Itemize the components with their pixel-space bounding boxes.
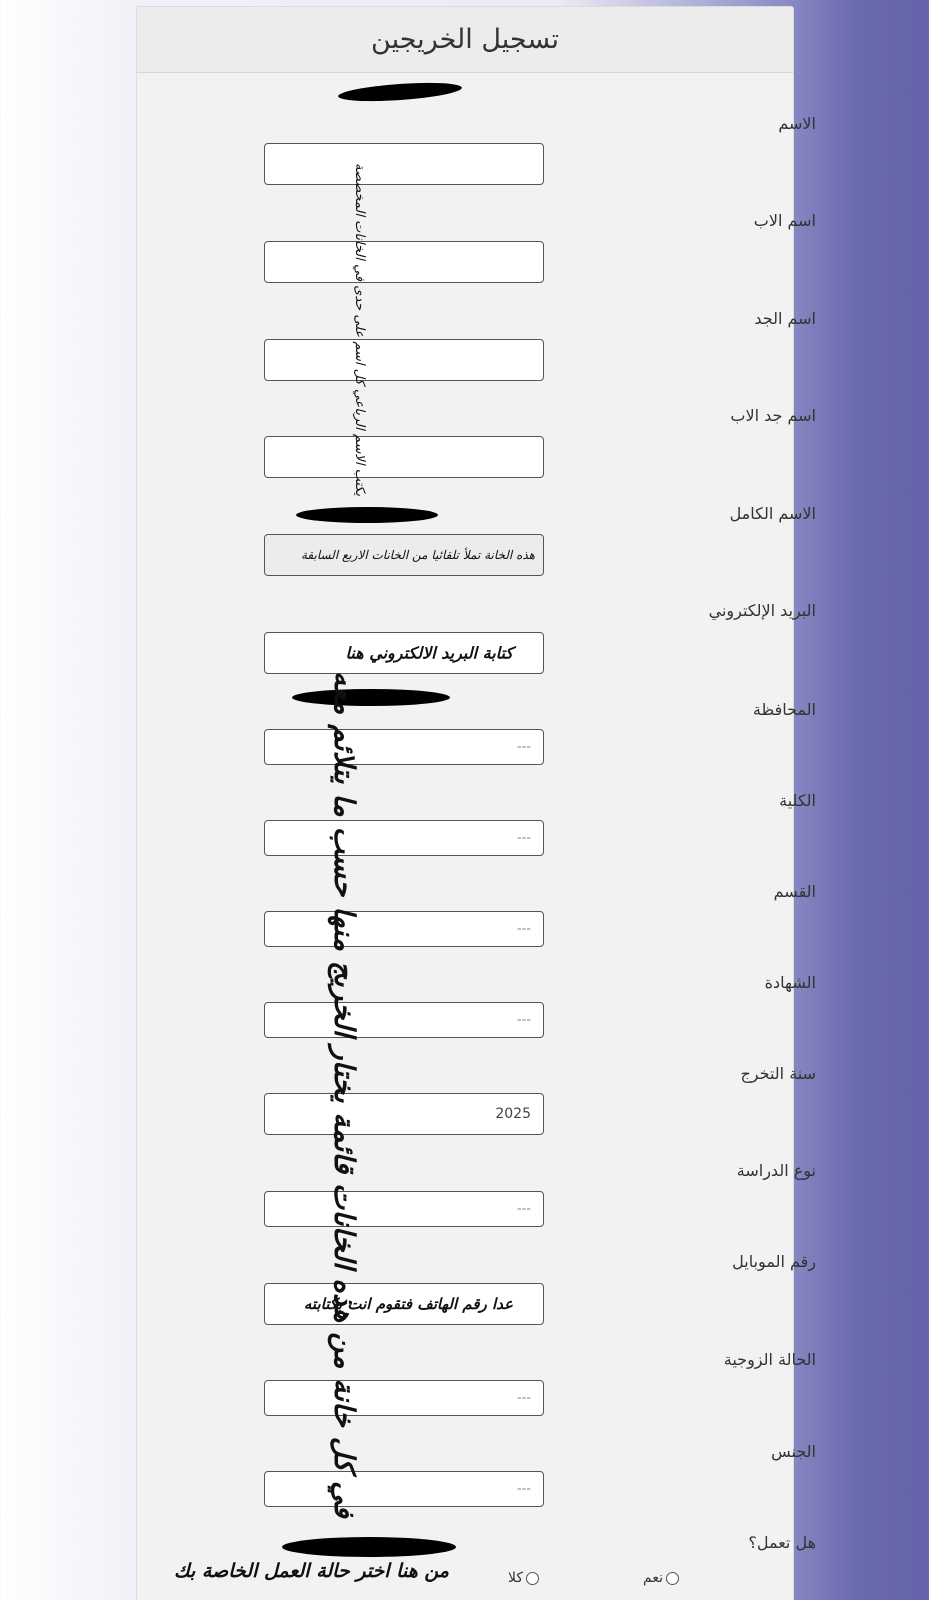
employed-label: هل تعمل؟ [748, 1533, 816, 1552]
full-name-label: الاسم الكامل [729, 504, 816, 523]
employed-yes-radio[interactable] [666, 1572, 679, 1585]
employed-yes-label: نعم [643, 1570, 663, 1586]
grandfather-name-input[interactable] [264, 339, 544, 381]
father-name-label: اسم الاب [753, 211, 816, 230]
work-instruction-note: من هنا اختر حالة العمل الخاصة بك [174, 1560, 449, 1582]
gender-select[interactable] [264, 1471, 544, 1507]
great-grandfather-name-input[interactable] [264, 436, 544, 478]
department-value: --- [516, 921, 531, 937]
email-note: كتابة البريد الالكتروني هنا [345, 643, 513, 663]
graduation-year-input[interactable] [264, 1093, 544, 1135]
study-type-label: نوع الدراسة [736, 1161, 816, 1180]
father-name-input[interactable] [264, 241, 544, 283]
select-instruction-note: في كل خانة من هذه الخانات قائمة يختار الخريج منها حسب ما يتلائم معه [328, 671, 361, 1518]
grandfather-name-label: اسم الجد [754, 309, 816, 328]
mobile-note: عدا رقم الهاتف فتقوم انت بكتابته [303, 1295, 513, 1313]
first-name-input[interactable] [264, 143, 544, 185]
email-input[interactable] [264, 632, 544, 674]
ink-stroke-2 [296, 507, 438, 523]
governorate-select[interactable] [264, 729, 544, 765]
ink-stroke-4 [282, 1537, 456, 1557]
mobile-label: رقم الموبايل [732, 1252, 816, 1271]
great-grandfather-name-label: اسم جد الاب [730, 406, 816, 425]
employed-no-option[interactable] [508, 1570, 539, 1586]
certificate-select[interactable] [264, 1002, 544, 1038]
marital-status-value: --- [516, 1390, 531, 1406]
graduation-year-label: سنة التخرج [740, 1064, 816, 1083]
department-select[interactable] [264, 911, 544, 947]
employed-no-radio[interactable] [526, 1572, 539, 1585]
college-label: الكلية [779, 791, 816, 810]
full-name-note: هذه الخانة تملأ تلقائيا من الخانات الاربع السابقة [300, 548, 535, 562]
graduation-year-value: 2025 [495, 1106, 531, 1122]
gender-label: الجنس [771, 1442, 816, 1461]
marital-status-label: الحالة الزوجية [723, 1350, 816, 1369]
marital-status-select[interactable] [264, 1380, 544, 1416]
college-select[interactable] [264, 820, 544, 856]
name-instruction-note: يكتب الاسم الرباعي كل اسم على حدى في الخانات المخصصة [352, 162, 367, 496]
department-label: القسم [773, 882, 816, 901]
employed-yes-option[interactable] [643, 1570, 679, 1586]
study-type-value: --- [516, 1201, 531, 1217]
certificate-value: --- [516, 1012, 531, 1028]
certificate-label: الشهادة [764, 973, 816, 992]
ink-stroke-3 [292, 689, 450, 706]
governorate-label: المحافظة [752, 700, 816, 719]
form-header [137, 7, 793, 73]
form-title: تسجيل الخريجين [371, 24, 559, 55]
study-type-select[interactable] [264, 1191, 544, 1227]
employed-no-label: كلا [507, 1570, 523, 1586]
full-name-input [264, 534, 544, 576]
gender-value: --- [516, 1481, 531, 1497]
mobile-input[interactable] [264, 1283, 544, 1325]
governorate-value: --- [516, 739, 531, 755]
first-name-label: الاسم [778, 114, 816, 133]
email-label: البريد الإلكتروني [708, 601, 816, 620]
college-value: --- [516, 830, 531, 846]
